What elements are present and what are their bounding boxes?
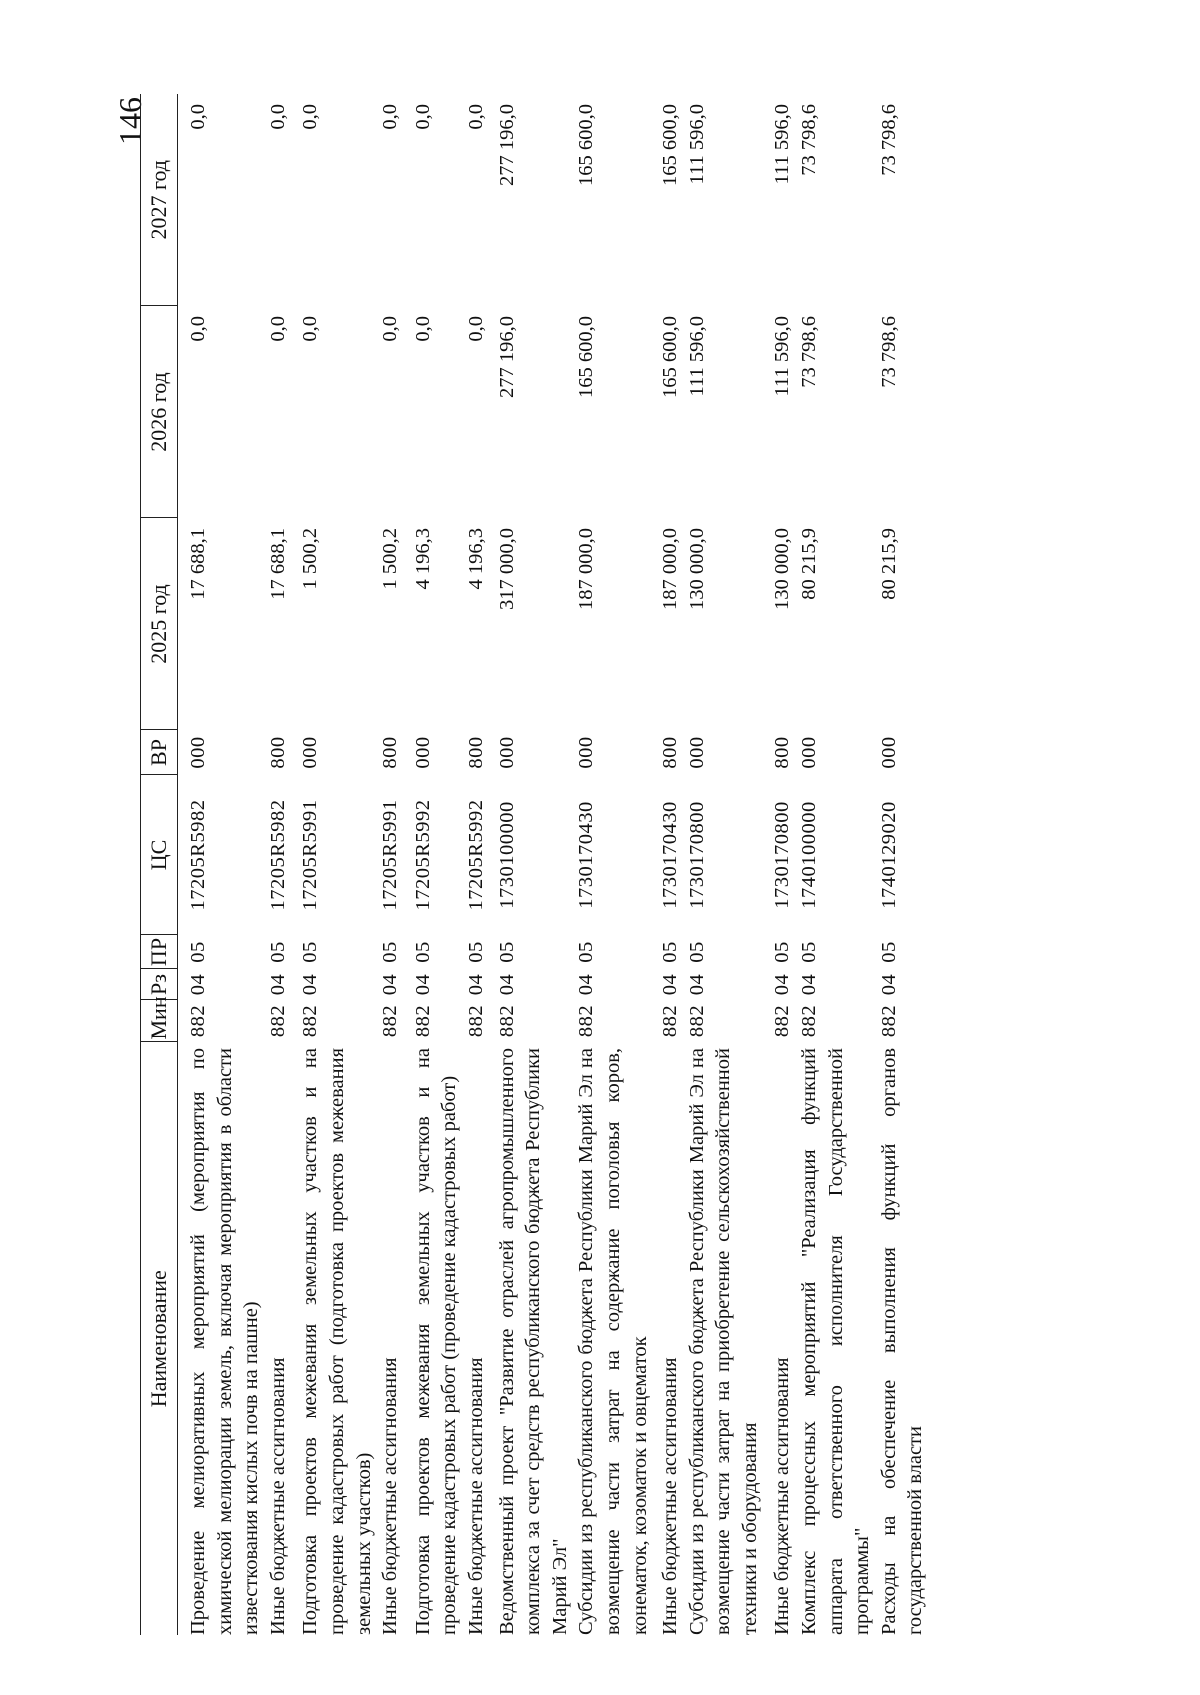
table-row — [653, 94, 684, 1635]
cell-y2026: 73 798,6 — [798, 316, 821, 388]
cell-name: Подготовка проектов межевания земельных участков и на проведение кадастровых работ (проведение кадастровых работ) — [411, 1048, 461, 1635]
col-header-2027: 2027 год — [141, 94, 178, 306]
col-header-rz: Рз — [141, 969, 178, 1000]
table-header-row — [141, 94, 178, 1635]
table-row — [178, 94, 265, 1635]
cell-vr: 000 — [299, 736, 322, 769]
cell-y2027: 0,0 — [187, 104, 209, 130]
cell-name: Расходы на обеспечение выполнения функций органов государственной власти — [877, 1048, 927, 1635]
cell-pr: 05 — [877, 941, 900, 963]
table-row — [876, 94, 929, 1635]
cell-y2026: 0,0 — [266, 316, 289, 342]
cell-name: Комплекс процессных мероприятий "Реализация функций аппарата ответственного исполнителя Государственной программы" — [798, 1048, 874, 1635]
col-header-2026: 2026 год — [141, 306, 178, 518]
cell-pr: 05 — [685, 941, 708, 963]
cell-cs: 1730170430 — [575, 801, 598, 909]
cell-rz: 04 — [299, 973, 322, 996]
cell-rz: 04 — [495, 973, 518, 996]
cell-vr: 800 — [659, 736, 682, 769]
cell-name: Подготовка проектов межевания земельных участков и на проведение кадастровых работ (подготовка проектов межевания земельных участков) — [299, 1048, 375, 1635]
cell-min: 882 — [187, 1004, 209, 1038]
table-row — [404, 94, 463, 1635]
cell-min: 882 — [659, 1004, 682, 1038]
cell-name: Субсидии из республиканского бюджета Республики Марий Эл на возмещение части затрат на приобретение сельскохозяйственной техники и оборудования — [685, 1048, 761, 1635]
cell-y2026: 0,0 — [187, 316, 209, 342]
cell-cs: 17205R5982 — [266, 799, 289, 911]
table-row — [763, 94, 796, 1635]
cell-y2027: 277 196,0 — [495, 104, 518, 186]
cell-cs: 1730170800 — [771, 801, 794, 909]
cell-cs: 1740100000 — [798, 801, 821, 909]
cell-rz: 04 — [187, 973, 209, 996]
cell-min: 882 — [495, 1004, 518, 1038]
cell-name: Иные бюджетные ассигнования — [659, 1357, 682, 1635]
cell-y2027: 73 798,6 — [798, 104, 821, 176]
cell-min: 882 — [299, 1004, 322, 1038]
cell-y2027: 0,0 — [411, 104, 434, 130]
cell-name: Ведомственный проект "Развитие отраслей агропромышленного комплекса за счет средств республиканского бюджета Республики Марий Эл" — [495, 1048, 571, 1635]
cell-y2025: 80 215,9 — [798, 528, 821, 600]
cell-name: Иные бюджетные ассигнования — [771, 1357, 794, 1635]
cell-rz: 04 — [379, 973, 402, 996]
cell-y2025: 1 500,2 — [379, 528, 402, 590]
cell-y2025: 1 500,2 — [299, 528, 322, 590]
table-row — [490, 94, 574, 1635]
page-number: 146 — [112, 97, 148, 145]
cell-min: 882 — [379, 1004, 402, 1038]
table-row — [573, 94, 653, 1635]
table-row — [291, 94, 377, 1635]
cell-pr: 05 — [798, 941, 821, 963]
cell-y2027: 165 600,0 — [659, 104, 682, 186]
cell-min: 882 — [771, 1004, 794, 1038]
cell-name: Иные бюджетные ассигнования — [379, 1357, 402, 1635]
cell-vr: 800 — [379, 736, 402, 769]
cell-cs: 1730170430 — [659, 801, 682, 909]
cell-pr: 05 — [575, 941, 598, 963]
cell-rz: 04 — [685, 973, 708, 996]
table-row — [265, 94, 292, 1635]
cell-min: 882 — [575, 1004, 598, 1038]
cell-rz: 04 — [266, 973, 289, 996]
cell-vr: 800 — [771, 736, 794, 769]
cell-rz: 04 — [659, 973, 682, 996]
cell-y2025: 187 000,0 — [659, 528, 682, 610]
cell-y2027: 0,0 — [266, 104, 289, 130]
cell-cs: 1730170800 — [685, 801, 708, 909]
col-header-vr: ВР — [141, 730, 178, 775]
cell-cs: 17205R5991 — [299, 799, 322, 911]
cell-vr: 800 — [266, 736, 289, 769]
cell-y2025: 17 688,1 — [187, 528, 209, 600]
cell-cs: 17205R5992 — [411, 799, 434, 911]
cell-pr: 05 — [187, 941, 209, 963]
cell-vr: 000 — [187, 736, 209, 769]
cell-cs: 17205R5982 — [187, 799, 209, 911]
budget-table — [140, 94, 929, 1635]
table-row — [463, 94, 490, 1635]
cell-y2026: 0,0 — [379, 316, 402, 342]
cell-min: 882 — [411, 1004, 434, 1038]
cell-rz: 04 — [798, 973, 821, 996]
cell-pr: 05 — [379, 941, 402, 963]
cell-y2025: 80 215,9 — [877, 528, 900, 600]
cell-y2026: 0,0 — [464, 316, 487, 342]
cell-rz: 04 — [877, 973, 900, 996]
cell-y2026: 111 596,0 — [685, 316, 708, 397]
cell-min: 882 — [685, 1004, 708, 1038]
cell-cs: 17205R5991 — [379, 799, 402, 911]
cell-y2025: 130 000,0 — [685, 528, 708, 610]
cell-y2027: 165 600,0 — [575, 104, 598, 186]
cell-y2027: 0,0 — [464, 104, 487, 130]
cell-y2025: 4 196,3 — [411, 528, 434, 590]
cell-vr: 000 — [685, 736, 708, 769]
cell-y2026: 111 596,0 — [771, 316, 794, 397]
cell-y2025: 130 000,0 — [771, 528, 794, 610]
cell-vr: 000 — [798, 736, 821, 769]
col-header-pr: ПР — [141, 935, 178, 969]
cell-pr: 05 — [464, 941, 487, 963]
cell-y2025: 317 000,0 — [495, 528, 518, 610]
cell-pr: 05 — [771, 941, 794, 963]
cell-y2027: 111 596,0 — [685, 104, 708, 185]
cell-y2026: 165 600,0 — [659, 316, 682, 398]
cell-vr: 000 — [411, 736, 434, 769]
cell-name: Субсидии из республиканского бюджета Республики Марий Эл на возмещение части затрат на содержание поголовья коров, конематок, козоматок и овцематок — [575, 1048, 651, 1635]
cell-rz: 04 — [575, 973, 598, 996]
cell-name: Иные бюджетные ассигнования — [464, 1357, 487, 1635]
cell-y2026: 0,0 — [299, 316, 322, 342]
cell-y2025: 187 000,0 — [575, 528, 598, 610]
col-header-name: Наименование — [141, 1042, 178, 1635]
cell-cs: 1730100000 — [495, 801, 518, 909]
cell-pr: 05 — [266, 941, 289, 963]
cell-name: Проведение мелиоративных мероприятий (мероприятия по химической мелиорации земель, включая мероприятия в области известкования кислых почв на пашне) — [187, 1048, 263, 1635]
cell-pr: 05 — [411, 941, 434, 963]
table-row — [684, 94, 764, 1635]
cell-y2027: 111 596,0 — [771, 104, 794, 185]
cell-pr: 05 — [299, 941, 322, 963]
cell-rz: 04 — [411, 973, 434, 996]
cell-y2026: 73 798,6 — [877, 316, 900, 388]
cell-y2027: 0,0 — [299, 104, 322, 130]
cell-y2026: 165 600,0 — [575, 316, 598, 398]
cell-y2027: 0,0 — [379, 104, 402, 130]
cell-pr: 05 — [495, 941, 518, 963]
cell-vr: 000 — [575, 736, 598, 769]
cell-y2026: 277 196,0 — [495, 316, 518, 398]
cell-min: 882 — [266, 1004, 289, 1038]
cell-rz: 04 — [464, 973, 487, 996]
cell-y2026: 0,0 — [411, 316, 434, 342]
cell-name: Иные бюджетные ассигнования — [266, 1357, 289, 1635]
cell-y2027: 73 798,6 — [877, 104, 900, 176]
col-header-cs: ЦС — [141, 775, 178, 935]
cell-y2025: 4 196,3 — [464, 528, 487, 590]
table-row — [377, 94, 404, 1635]
col-header-min: Мин — [141, 1000, 178, 1042]
cell-cs: 1740129020 — [877, 801, 900, 909]
cell-cs: 17205R5992 — [464, 799, 487, 911]
cell-vr: 000 — [495, 736, 518, 769]
cell-vr: 800 — [464, 736, 487, 769]
cell-vr: 000 — [877, 736, 900, 769]
cell-rz: 04 — [771, 973, 794, 996]
table-body — [178, 94, 930, 1635]
cell-min: 882 — [877, 1004, 900, 1038]
cell-min: 882 — [798, 1004, 821, 1038]
cell-min: 882 — [464, 1004, 487, 1038]
table-row — [796, 94, 876, 1635]
cell-y2025: 17 688,1 — [266, 528, 289, 600]
col-header-2025: 2025 год — [141, 518, 178, 730]
cell-pr: 05 — [659, 941, 682, 963]
